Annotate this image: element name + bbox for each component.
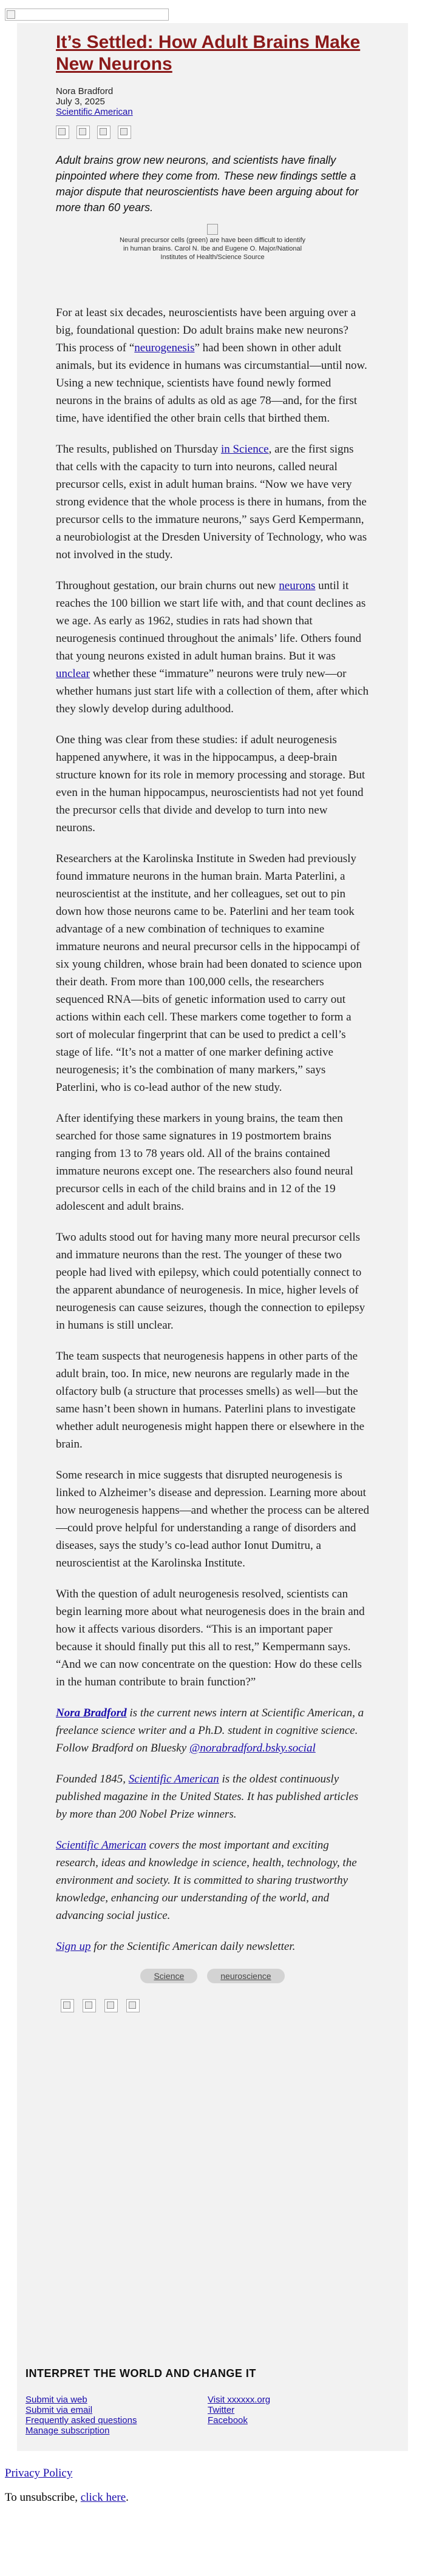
email-share-icon[interactable]: [126, 1999, 140, 2012]
unsubscribe-line: [5, 2491, 129, 2504]
twitter-share-icon[interactable]: [76, 126, 90, 139]
bio-paragraph: [56, 1704, 369, 1757]
footer-inner: [25, 2367, 390, 2436]
visit-site-link[interactable]: Visit xxxxxx.org: [208, 2395, 271, 2405]
author-bio-link[interactable]: Nora Bradford: [56, 1707, 127, 1719]
facebook-share-icon[interactable]: [56, 126, 69, 139]
neurogenesis-link[interactable]: neurogenesis: [134, 342, 195, 354]
manage-subscription-link[interactable]: Manage subscription: [25, 2426, 110, 2436]
footer-right-column: [208, 2395, 390, 2436]
email-share-icon[interactable]: [118, 126, 131, 139]
article-figure: [56, 224, 369, 261]
bluesky-handle-link[interactable]: @norabradford.bsky.social: [189, 1742, 316, 1755]
unsubscribe-link[interactable]: click here: [80, 2491, 126, 2504]
paragraph: Researchers at the Karolinska Institute in Sweden had previously found immature neurons in the human brain. Marta Paterlini, a neuroscientist at the institute, and her colleagues, set out to pin down how those neurons came to be. Paterlini and her team took advantage of a new combination of techniques to examine immature neurons and neural precursor cells in the hippocampi of six young children, whose brain had been donated to science upon their death. From more than 100,000 cells, the researchers sequenced RNA—bits of genetic information used to carry out actions within each cell. These markers come together to form a sort of molecular fingerprint that can be used to predict a cell’s stage of life. “It’s not a matter of one marker defining active neurogenesis; it’s the combination of many markers,” says Paterlini, who is co-lead author of the new study.: [56, 852, 362, 1094]
byline: [56, 86, 369, 117]
footer-columns: [25, 2395, 390, 2436]
about-text: Founded 1845,: [56, 1773, 129, 1785]
bottom-share-row: [61, 1999, 369, 2012]
paragraph: Two adults stood out for having many more neural precursor cells and immature neurons than the rest. The younger of these two people had lived with epilepsy, which could potentially connect to the apparent abundance of neurogenesis. In mice, higher levels of neurogenesis can cause seizures, though the connection to epilepsy in humans is still unclear.: [56, 1231, 365, 1332]
facebook-link[interactable]: Facebook: [208, 2415, 248, 2426]
science-journal-link[interactable]: in Science: [220, 443, 269, 456]
unclear-link[interactable]: unclear: [56, 667, 90, 680]
linkedin-share-icon[interactable]: [97, 126, 110, 139]
newsletter-footer: [17, 2352, 408, 2451]
footer-left-column: [25, 2395, 208, 2436]
paragraph-text: , are the first signs that cells with the capacity to turn into neurons, called neural precursor cells, exist in adult human brains. “Now we have very strong evidence that the whole process is there in humans, from the precursor cells to the immature neurons,” says Gerd Kempermann, a neurobiologist at the Dresden University of Technology, who was not involved in the study.: [56, 443, 367, 561]
about-paragraph: [56, 1836, 369, 1924]
submit-via-web-link[interactable]: Submit via web: [25, 2395, 87, 2405]
paragraph: After identifying these markers in young brains, the team then searched for those same signatures in 19 postmortem brains ranging from 13 to 78 years old. All of the brains contained immature neurons except one. The researchers also found neural precursor cells in each of the child brains and in 12 of the 19 adolescent and adult brains.: [56, 1112, 353, 1213]
signup-link[interactable]: Sign up: [56, 1940, 91, 1953]
publish-date: July 3, 2025: [56, 96, 105, 107]
about-paragraph: [56, 1770, 369, 1823]
author-bio: [56, 1704, 369, 1955]
article-content: [56, 23, 369, 2012]
paragraph-text: Throughout gestation, our brain churns out new: [56, 579, 279, 592]
unsubscribe-text: To unsubscribe,: [5, 2491, 81, 2504]
paragraph-text: ” had been shown in other adult animals, but its evidence in humans was circumstantial—until now. Using a new technique, scientists have found newly formed neurons in the brains of adults as old as age 78—and, for the first time, have identified the other brain cells that birthed them.: [56, 342, 367, 425]
sciam-link[interactable]: Scientific American: [128, 1773, 219, 1785]
bio-text: is the current news intern at Scientific American, a freelance science writer and a Ph.D. student in cognitive science. Follow Bradford on Bluesky: [56, 1707, 364, 1755]
submit-via-email-link[interactable]: Submit via email: [25, 2405, 93, 2415]
twitter-share-icon[interactable]: [83, 1999, 96, 2012]
paragraph-text: whether these “immature” neurons were truly new—or whether humans just start life with a collection of them, after which they slowly develop during adulthood.: [56, 667, 369, 715]
paragraph: [56, 304, 369, 427]
author-name: Nora Bradford: [56, 86, 114, 96]
header-banner-image: [5, 8, 169, 21]
paragraph: One thing was clear from these studies: if adult neurogenesis happened anywhere, it was in the hippocampus, a deep-brain structure known for its role in memory processing and storage. But even in the human hippocampus, neuroscientists had not yet found the precursor cells that divide and develop to turn into new neurons.: [56, 733, 365, 834]
article-body: [56, 304, 369, 1691]
twitter-link[interactable]: Twitter: [208, 2405, 235, 2415]
about-text: is the oldest continuously published magazine in the United States. It has published articles by more than 200 Nobel Prize winners.: [56, 1773, 359, 1821]
paragraph: Some research in mice suggests that disrupted neurogenesis is linked to Alzheimer’s disease and depression. Learning more about how neurogenesis happens—and whether the process can be altered—could prove helpful for understanding a range of disorders and diseases, says the study’s co-lead author Ionut Dumitru, a neuroscientist at the Karolinska Institute.: [56, 1469, 369, 1570]
sciam-link[interactable]: Scientific American: [56, 1839, 146, 1852]
linkedin-share-icon[interactable]: [104, 1999, 118, 2012]
facebook-share-icon[interactable]: [61, 1999, 74, 2012]
article-image: [207, 224, 218, 235]
paragraph: [56, 577, 369, 718]
article-title[interactable]: It’s Settled: How Adult Brains Make New Neurons: [56, 32, 361, 74]
unsubscribe-period: .: [126, 2491, 129, 2504]
social-share-row: [56, 126, 369, 139]
tag-neuroscience[interactable]: neuroscience: [207, 1969, 284, 1983]
about-text: covers the most important and exciting research, ideas and knowledge in science, health, technology, the environment and society. It is committed to sharing trustworthy knowledge, enhancing our understanding of the world, and advancing social justice.: [56, 1839, 357, 1922]
paragraph-text: For at least six decades, neuroscientists have been arguing over a big, foundational question: Do adult brains make new neurons? This process of “: [56, 306, 356, 354]
article-dek: Adult brains grow new neurons, and scientists have finally pinpointed where they come from. These new findings settle a major dispute that neuroscientists have been arguing about for more than 60 years.: [56, 154, 359, 214]
article-card: [17, 23, 408, 2451]
paragraph: [56, 440, 369, 564]
faq-link[interactable]: Frequently asked questions: [25, 2415, 137, 2426]
paragraph: The team suspects that neurogenesis happens in other parts of the adult brain, too. In mice, new neurons are regularly made in the olfactory bulb (a structure that processes smells) as well—but the same hasn’t been shown in humans. Paterlini plans to investigate whether adult neurogenesis might happen there or elsewhere in the brain.: [56, 1350, 365, 1451]
paragraph-text: until it reaches the 100 billion we start life with, and that count declines as we age. As early as 1962, studies in rats had shown that neurogenesis continued throughout the animals’ life. Others found that young neurons existed in adult human brains. But it was: [56, 579, 366, 663]
footer-title: INTERPRET THE WORLD AND CHANGE IT: [25, 2367, 256, 2379]
neurons-link[interactable]: neurons: [279, 579, 316, 592]
paragraph: With the question of adult neurogenesis resolved, scientists can begin learning more about what neurogenesis does in the brain and how it affects various disorders. “This is an important paper because it should finally put this all to rest,” Kempermann says. “And we can now concentrate on the question: How do these cells in the human contribute to brain function?”: [56, 1588, 365, 1688]
signup-paragraph: [56, 1938, 369, 1955]
privacy-policy-link[interactable]: Privacy Policy: [5, 2467, 73, 2480]
signup-text: for the Scientific American daily newsletter.: [90, 1940, 296, 1953]
topic-tags: [56, 1969, 369, 1983]
tag-science[interactable]: Science: [140, 1969, 197, 1983]
legal-links: [5, 2467, 129, 2504]
image-caption: Neural precursor cells (green) are have been difficult to identify in human brains. Carol N. Ibe and Eugene O. Major/National Institutes of Health/Science Source: [119, 237, 306, 261]
paragraph-text: The results, published on Thursday: [56, 443, 221, 456]
publication-link[interactable]: Scientific American: [56, 107, 133, 117]
broken-image-icon: [7, 10, 15, 19]
